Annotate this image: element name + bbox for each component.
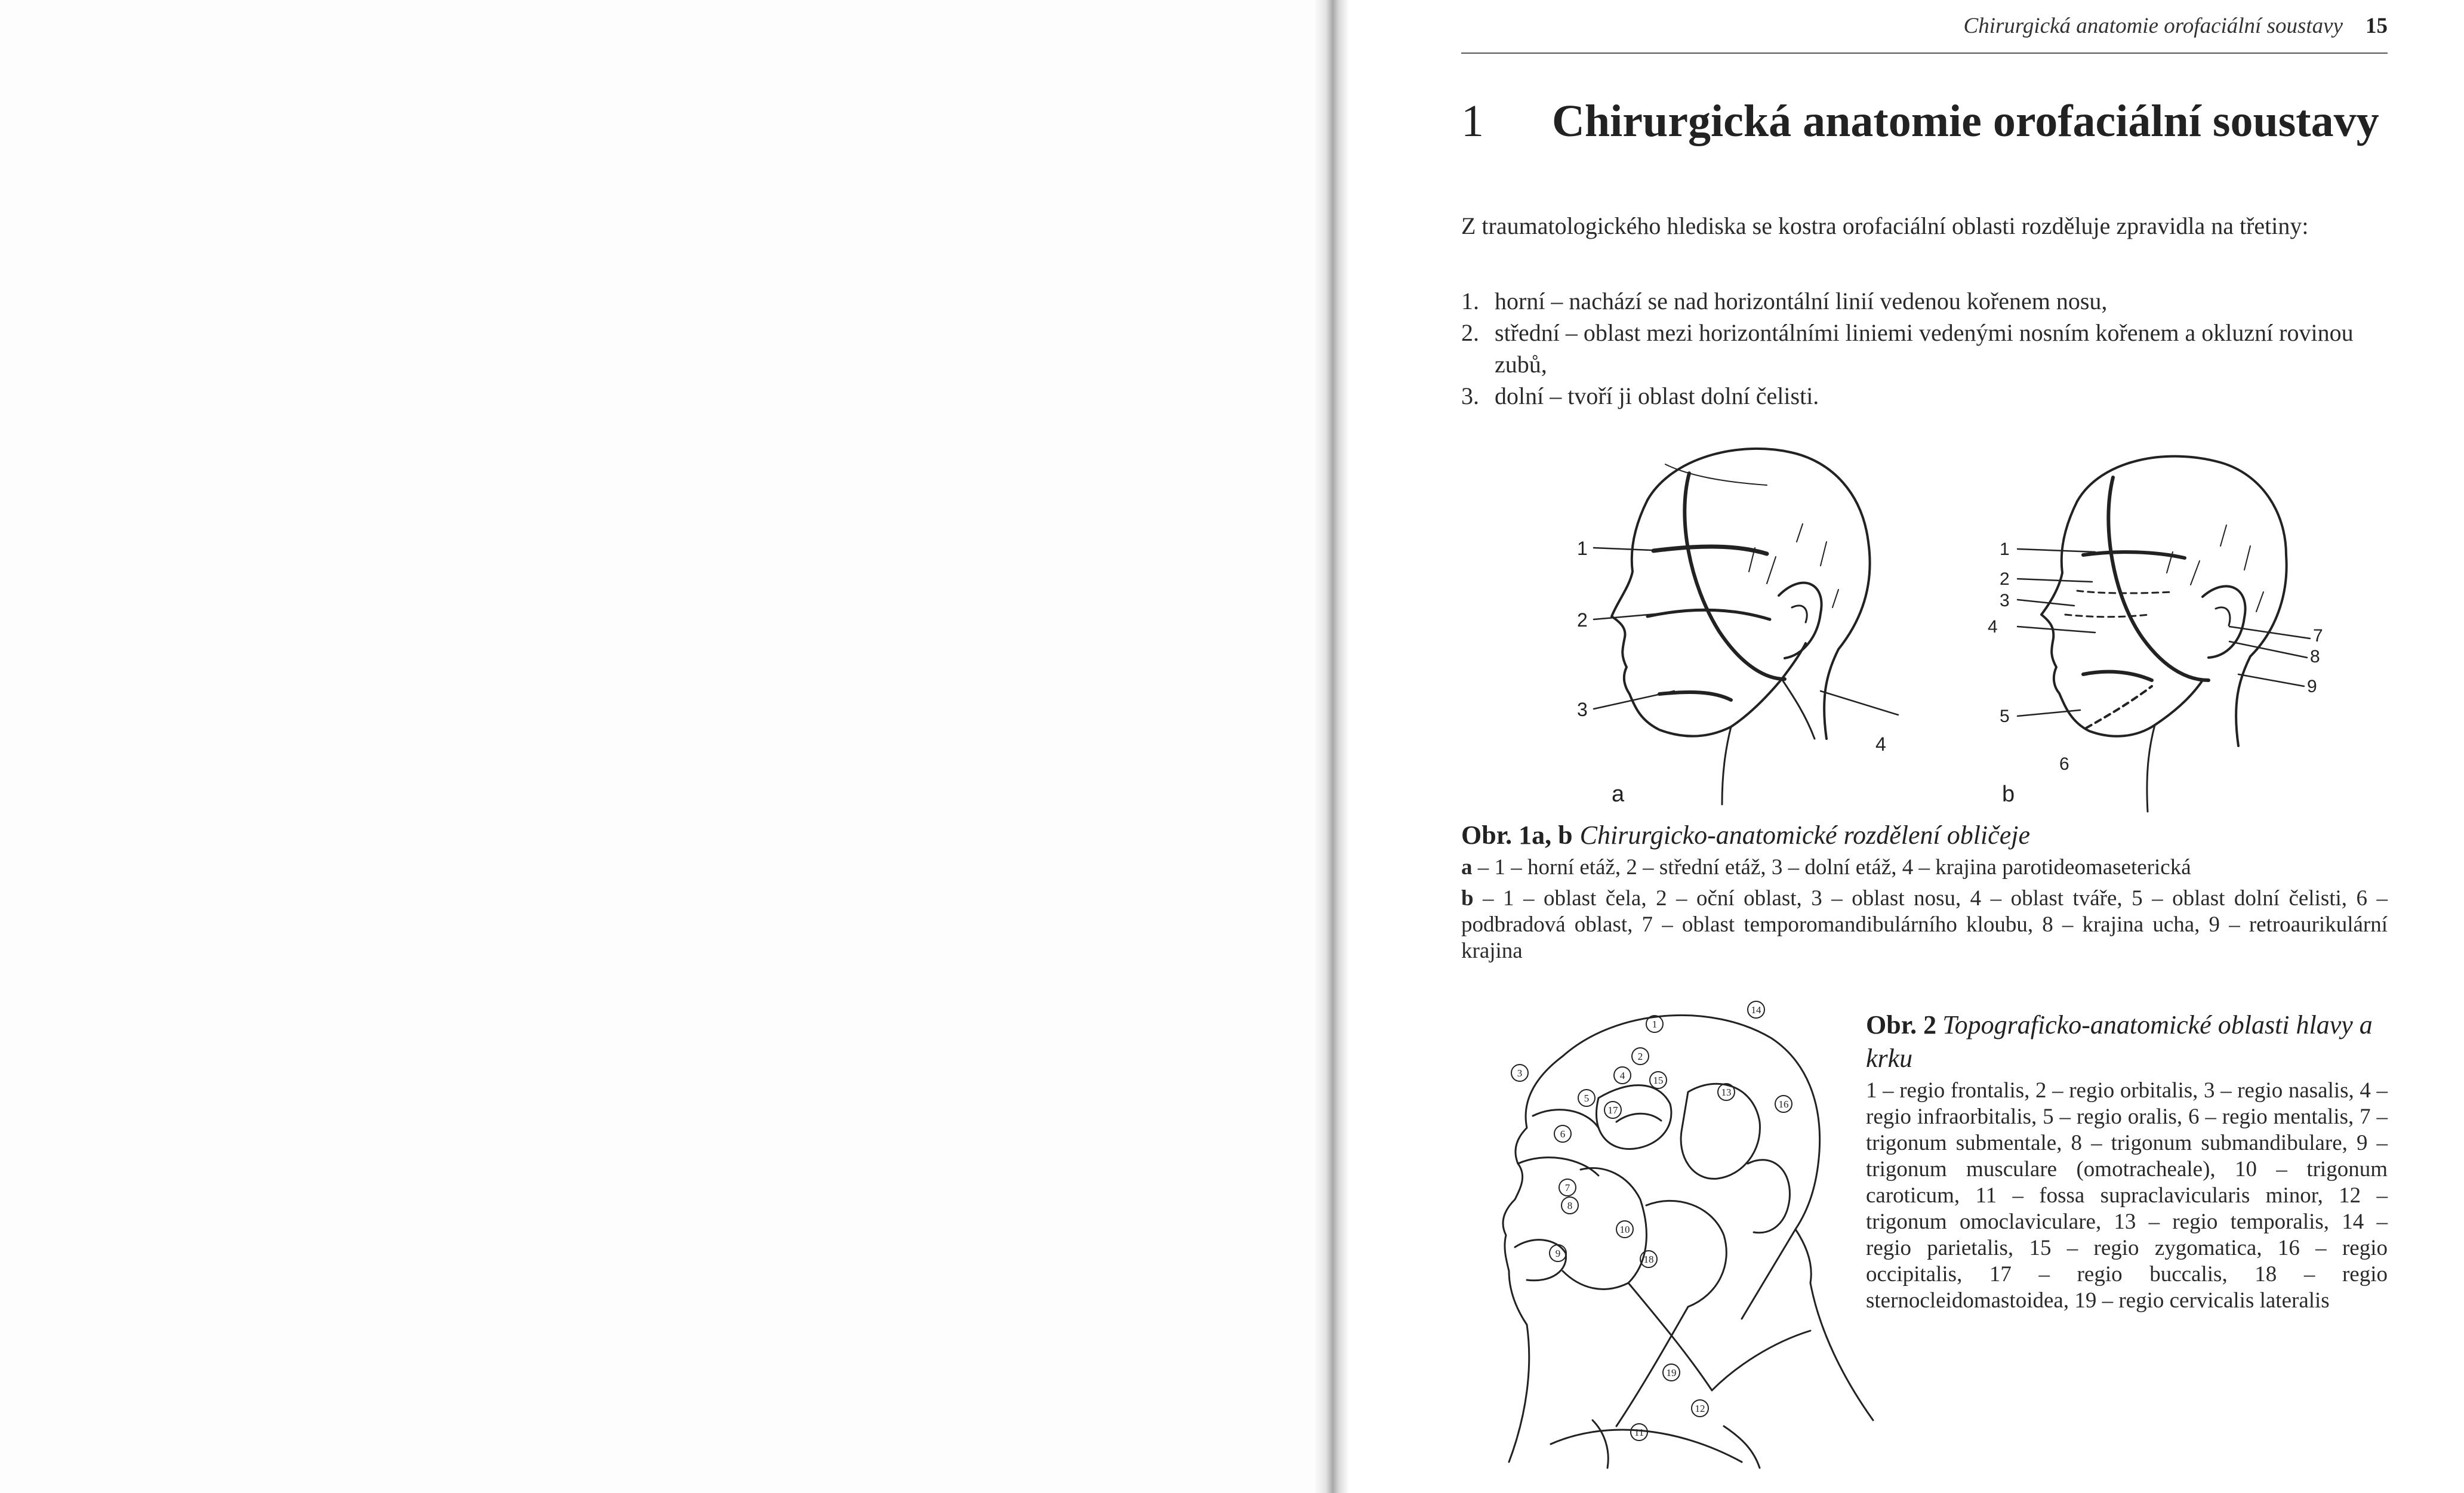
figure-1-caption-title: Chirurgicko-anatomické rozdělení obličeje: [1579, 820, 2030, 850]
running-head: [1461, 13, 2388, 48]
fig2-region-label-2: 2: [1637, 1051, 1643, 1062]
fig1b-label-4: 4: [1988, 617, 1998, 637]
fig2-region-label-15: 15: [1653, 1075, 1664, 1086]
list-item-text: střední – oblast mezi horizontálními liniemi vedenými nosním kořenem a okluzní rovinou zubů,: [1495, 319, 2354, 378]
list-item-number: 2.: [1461, 319, 1479, 346]
fig2-region-label-18: 18: [1643, 1254, 1654, 1265]
fig1b-label-2: 2: [2000, 569, 2010, 589]
chapter-number: 1: [1461, 96, 1484, 146]
list-item-text: horní – nachází se nad horizontální linií vedenou kořenem nosu,: [1495, 288, 2108, 314]
fig2-region-label-16: 16: [1778, 1099, 1789, 1110]
figure-1a-letter: a: [1612, 782, 1625, 807]
fig2-region-label-19: 19: [1666, 1367, 1677, 1378]
fig2-region-label-17: 17: [1607, 1105, 1618, 1116]
fig2-region-label-9: 9: [1555, 1248, 1561, 1259]
fig2-region-label-11: 11: [1634, 1427, 1644, 1438]
fig1a-label-3: 3: [1577, 699, 1588, 720]
figure-1a-caption: [1461, 855, 2388, 881]
fig2-region-label-7: 7: [1564, 1182, 1570, 1193]
figure-1-caption-label: Obr. 1a, b: [1461, 820, 1573, 850]
caption-key-b: b: [1461, 886, 1474, 911]
list-item-number: 1.: [1461, 288, 1479, 314]
list-item-text: dolní – tvoří ji oblast dolní čelisti.: [1495, 382, 1819, 409]
fig2-region-label-6: 6: [1560, 1128, 1566, 1140]
chapter-title: Chirurgická anatomie orofaciální soustavy: [1552, 96, 2379, 146]
fig1b-label-5: 5: [2000, 707, 2010, 726]
fig1a-label-4: 4: [1875, 733, 1886, 755]
caption-text-a: – 1 – horní etáž, 2 – střední etáž, 3 – dolní etáž, 4 – krajina parotideomaseterická: [1472, 855, 2191, 880]
figure-2-caption-heading: [1866, 1008, 2388, 1075]
fig2-region-label-5: 5: [1584, 1093, 1590, 1104]
fig1b-label-8: 8: [2310, 647, 2320, 667]
figure-2-caption-text: 1 – regio frontalis, 2 – regio orbitalis, 3 – regio nasalis, 4 – regio infraorbitalis, 5 – regio oralis, 6 – regio mentalis, 7 – trigonum submentale, 8 – trigonum submandibulare, 9 – trigonum musculare (omotracheale), 10 – trigonum caroticum, 11 – fossa supraclavicularis minor, 12 – trigonum omoclaviculare, 13 – regio temporalis, 14 – regio parietalis, 15 – regio zygomatica, 16 – regio occipitalis, 17 – regio buccalis, 18 – regio sternocleidomastoidea, 19 – regio cervicalis lateralis: [1866, 1078, 2388, 1313]
book-gutter: [1313, 0, 1349, 1493]
fig1a-label-2: 2: [1577, 609, 1588, 631]
fig1b-label-3: 3: [2000, 591, 2010, 610]
figure-1a-head-drawing: [1570, 428, 1904, 810]
fig2-region-label-8: 8: [1567, 1200, 1573, 1211]
figure-1b-letter: b: [2002, 782, 2015, 807]
figure-2-caption-label: Obr. 2: [1866, 1010, 1937, 1039]
running-head-title: Chirurgická anatomie orofaciální soustavy: [1963, 14, 2343, 38]
intro-paragraph: Z traumatologického hlediska se kostra orofaciální oblasti rozděluje zpravidla na třetiny:: [1461, 212, 2309, 239]
fig1b-label-7: 7: [2313, 626, 2323, 646]
fig1a-label-1: 1: [1577, 538, 1588, 559]
fig2-region-label-14: 14: [1751, 1004, 1761, 1016]
fig2-region-label-12: 12: [1695, 1403, 1705, 1414]
caption-text-b: – 1 – oblast čela, 2 – oční oblast, 3 – oblast nosu, 4 – oblast tváře, 5 – oblast dolní čelisti, 6 – podbradová oblast, 7 – oblast temporomandibulárního kloubu, 8 – krajina ucha, 9 – retroaurikulární krajina: [1461, 886, 2388, 963]
header-rule: [1461, 53, 2388, 54]
fig1b-label-6: 6: [2059, 754, 2069, 774]
fig2-region-label-4: 4: [1619, 1070, 1625, 1081]
fig1b-label-1: 1: [2000, 539, 2010, 559]
page-number: 15: [2366, 14, 2388, 38]
fig2-region-label-13: 13: [1721, 1087, 1732, 1098]
figure-1-caption-heading: [1461, 819, 2388, 852]
fig2-region-label-3: 3: [1517, 1068, 1523, 1079]
figure-1b-head-drawing: [1988, 436, 2328, 818]
fig2-region-label-1: 1: [1652, 1019, 1658, 1030]
figure-2-head-neck-drawing: [1461, 1004, 1879, 1474]
figure-2-caption-title: Topograficko-anatomické oblasti hlavy a krku: [1866, 1010, 2373, 1073]
figure-1b-caption: [1461, 886, 2388, 964]
fig1b-label-9: 9: [2307, 677, 2317, 696]
caption-key-a: a: [1461, 855, 1473, 880]
fig2-region-label-10: 10: [1619, 1224, 1630, 1235]
list-item-number: 3.: [1461, 382, 1479, 409]
